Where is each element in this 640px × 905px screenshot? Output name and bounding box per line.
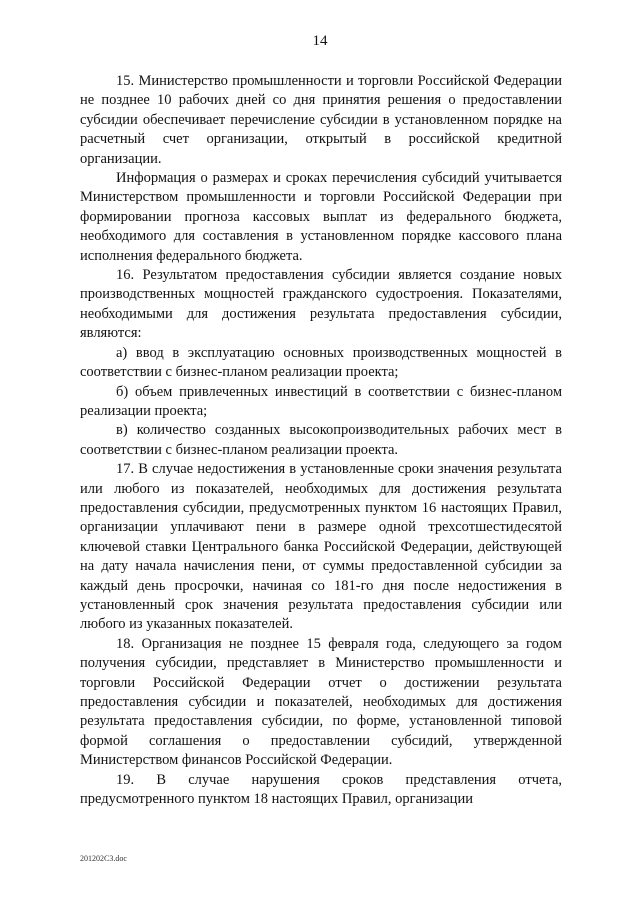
paragraph-16-a: а) ввод в эксплуатацию основных производственных мощностей в соответствии с бизнес-планом реализации проекта; bbox=[80, 344, 562, 381]
paragraph-16-b: б) объем привлеченных инвестиций в соответствии с бизнес-планом реализации проекта; bbox=[80, 383, 562, 419]
footer-filename: 201202С3.doc bbox=[80, 854, 127, 863]
paragraph-16-v: в) количество созданных высокопроизводительных рабочих мест в соответствии с бизнес-планом реализации проекта. bbox=[80, 422, 562, 458]
document-body bbox=[80, 72, 562, 809]
paragraph-19: 19. В случае нарушения сроков представления отчета, предусмотренного пунктом 18 настоящих Правил, организации bbox=[80, 771, 562, 808]
paragraph-18: 18. Организация не позднее 15 февраля года, следующего за годом получения субсидии, представляет в Министерство промышленности и торговли Российской Федерации отчет о достижении результата предоставления субсидии и показателей, необходимых для достижения результата предоставления субсидии, по форме, установленной типовой формой соглашения о предоставлении субсидий, утвержденной Министерством финансов Российской Федерации. bbox=[80, 635, 562, 769]
paragraph-17: 17. В случае недостижения в установленные сроки значения результата или любого из показателей, необходимых для достижения результата предоставления субсидии, предусмотренных пунктом 16 настоящих Правил, организации уплачивают пени в размере одной трехсотшестидесятой ключевой ставки Центрального банка Российской Федерации, действующей на дату начала начисления пени, от суммы предоставленной субсидии за каждый день просрочки, начиная со 181-го дня после недостижения в установленный срок значения результата предоставления субсидии или любого из указанных показателей. bbox=[80, 461, 562, 633]
paragraph-15-info: Информация о размерах и сроках перечисления субсидий учитывается Министерством промышленности и торговли Российской Федерации при формировании прогноза кассовых выплат из федерального бюджета, необходимого для составления в установленном порядке кассового плана исполнения федерального бюджета. bbox=[80, 170, 562, 264]
page-number: 14 bbox=[312, 33, 328, 49]
paragraph-15: 15. Министерство промышленности и торговли Российской Федерации не позднее 10 рабочих дней со дня принятия решения о предоставлении субсидии обеспечивает перечисление субсидии в установленном порядке на расчетный счет организации, открытый в российской кредитной организации. bbox=[80, 73, 562, 167]
paragraph-16: 16. Результатом предоставления субсидии является создание новых производственных мощностей гражданского судостроения. Показателями, необходимыми для достижения результата предоставления субсидии, являются: bbox=[80, 267, 562, 342]
